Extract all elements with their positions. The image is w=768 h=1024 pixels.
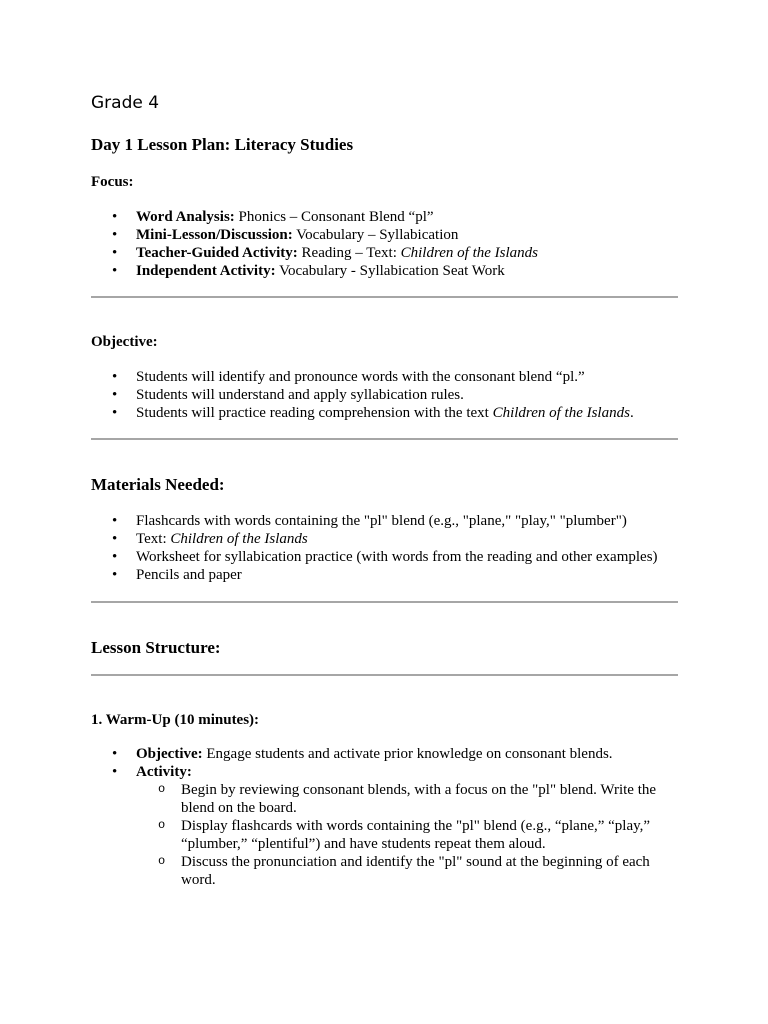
divider — [91, 601, 678, 603]
list-item: • Teacher-Guided Activity: Reading – Text: Children of the Islands — [91, 244, 679, 262]
list-item: • Mini-Lesson/Discussion: Vocabulary – Syllabication — [91, 226, 679, 244]
list-item: • Word Analysis: Phonics – Consonant Blend “pl” — [91, 208, 679, 226]
list-item: • Objective: Engage students and activate prior knowledge on consonant blends. — [91, 745, 679, 763]
list-item: • Text: Children of the Islands — [91, 530, 679, 548]
list-item: • Students will practice reading comprehension with the text Children of the Islands. — [91, 404, 679, 422]
activity-steps — [136, 781, 679, 889]
list-item: • Activity: o Begin by reviewing consonant blends, with a focus on the "pl" blend. Write the blend on the board. o Display flashcards with words containing the "pl" blend (e.g., “plane,” “play,” “plumber,” “plentiful”) and have students repeat them aloud. o Discuss the pronunciation and identify the "pl" sound at the beginning of each word. — [91, 763, 679, 889]
list-item: • Students will understand and apply syllabication rules. — [91, 386, 679, 404]
list-item: • Worksheet for syllabication practice (with words from the reading and other examples) — [91, 548, 679, 566]
lesson-structure-heading: Lesson Structure: — [91, 638, 221, 657]
objective-list — [91, 368, 679, 422]
divider — [91, 438, 678, 440]
divider — [91, 674, 678, 676]
activity-step: o Begin by reviewing consonant blends, with a focus on the "pl" blend. Write the blend on the board. — [136, 781, 679, 817]
materials-heading: Materials Needed: — [91, 475, 225, 494]
activity-step: o Discuss the pronunciation and identify the "pl" sound at the beginning of each word. — [136, 853, 679, 889]
list-item: • Independent Activity: Vocabulary - Syllabication Seat Work — [91, 262, 679, 280]
grade-heading: Grade 4 — [91, 93, 160, 113]
objective-heading: Objective: — [91, 334, 158, 350]
materials-list — [91, 512, 679, 584]
warmup-list — [91, 745, 679, 889]
warmup-heading: 1. Warm-Up (10 minutes): — [91, 712, 260, 728]
list-item: • Pencils and paper — [91, 566, 679, 584]
divider — [91, 296, 678, 298]
focus-heading: Focus: — [91, 174, 134, 190]
activity-step: o Display flashcards with words containing the "pl" blend (e.g., “plane,” “play,” “plumber,” “plentiful”) and have students repeat them aloud. — [136, 817, 679, 853]
page-title: Day 1 Lesson Plan: Literacy Studies — [91, 135, 354, 154]
focus-list — [91, 208, 679, 280]
list-item: • Flashcards with words containing the "pl" blend (e.g., "plane," "play," "plumber") — [91, 512, 679, 530]
list-item: • Students will identify and pronounce words with the consonant blend “pl.” — [91, 368, 679, 386]
